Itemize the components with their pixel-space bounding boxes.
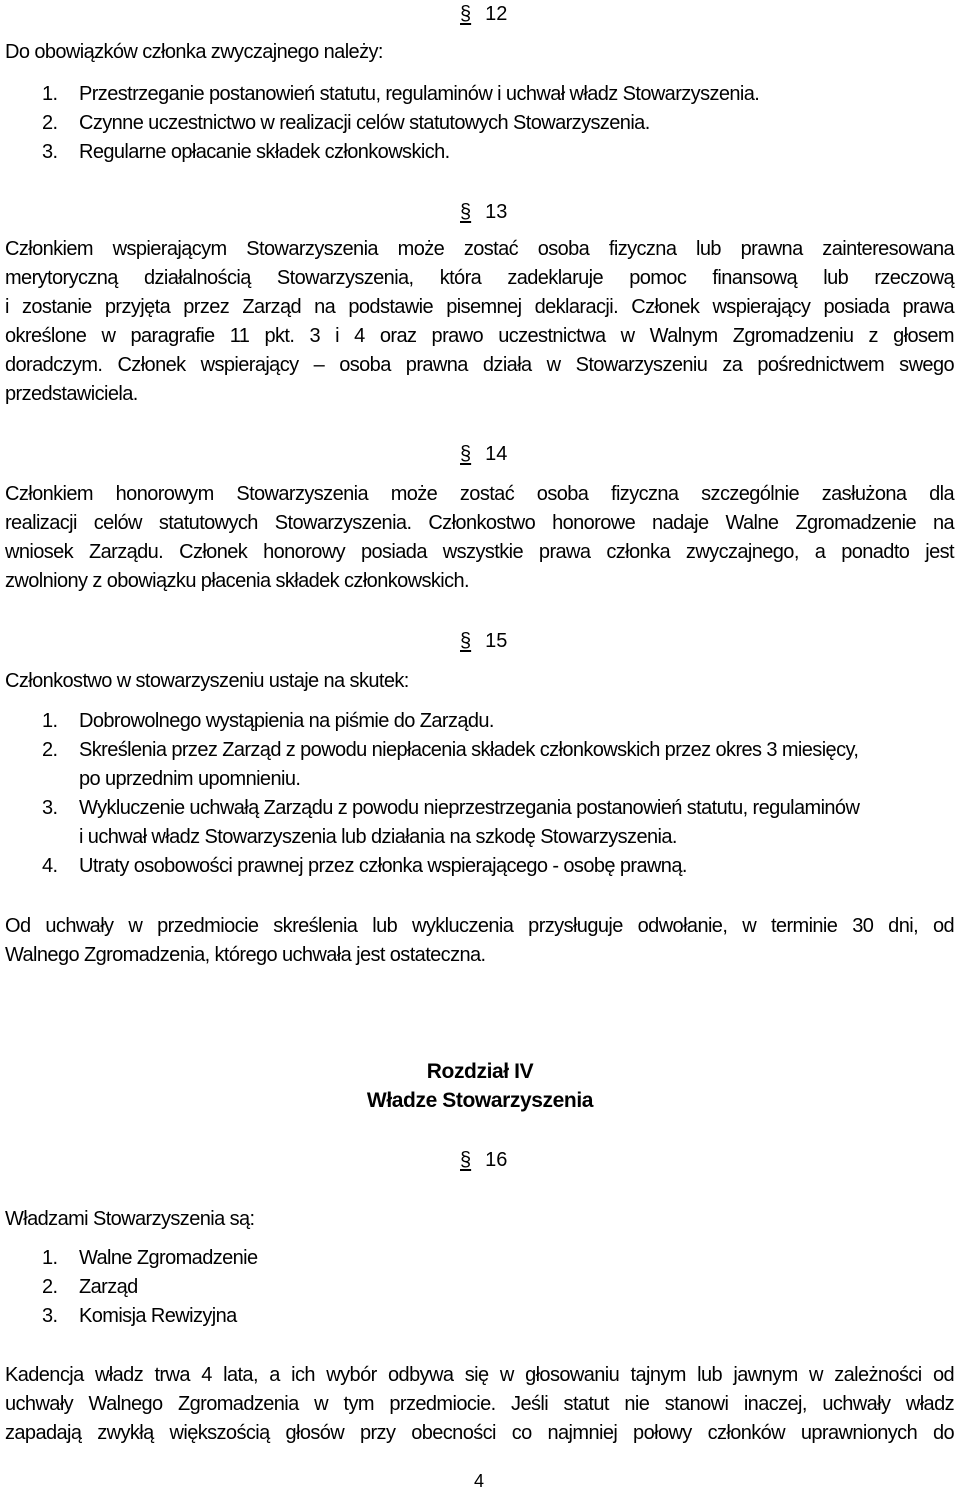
list-item-number: 4. [42,855,58,877]
paragraph-line: i zostanie przyjęta przez Zarząd na podstawie pisemnej deklaracji. Członek wspierający posiada prawa [5,296,954,318]
list-item-number: 3. [42,797,58,819]
section-12-intro: Do obowiązków członka zwyczajnego należy: [5,41,383,63]
chapter-subtitle: Władze Stowarzyszenia [366,1089,594,1112]
section-13-heading [460,198,507,227]
list-item [42,794,859,823]
list-item-number: 1. [42,1247,58,1269]
list-item-text: Skreślenia przez Zarząd z powodu niepłacenia składek członkowskich przez okres 3 miesięcy, [79,739,859,761]
list-item-number: 1. [42,83,58,105]
section-number: 14 [485,443,508,465]
section-14-heading [460,440,507,469]
list-item-number: 3. [42,141,58,163]
section-15-intro: Członkostwo w stowarzyszeniu ustaje na skutek: [5,670,409,692]
paragraph-line: zwolniony z obowiązku płacenia składek członkowskich. [5,570,470,592]
list-item-number: 2. [42,739,58,761]
paragraph-line: merytoryczną działalnością Stowarzyszenia, która zadeklaruje pomoc finansową lub rzeczową [5,267,954,289]
list-item-continuation: i uchwał władz Stowarzyszenia lub działania na szkodę Stowarzyszenia. [79,826,677,848]
list-item [42,109,650,138]
section-symbol: § [460,1149,472,1171]
section-12-heading [460,0,507,29]
list-item [42,138,450,167]
list-item-text: Dobrowolnego wystąpienia na piśmie do Zarządu. [79,710,494,732]
list-item [42,736,954,765]
list-item-number: 2. [42,1276,58,1298]
list-item-text: Wykluczenie uchwałą Zarządu z powodu nieprzestrzegania postanowień statutu, regulaminów [79,797,860,819]
list-item-text: Komisja Rewizyjna [79,1305,237,1327]
paragraph-line: Od uchwały w przedmiocie skreślenia lub wykluczenia przysługuje odwołanie, w terminie 30 dni, od [5,915,954,937]
page-number: 4 [474,1471,485,1491]
paragraph-line: Członkiem honorowym Stowarzyszenia może zostać osoba fizyczna szczególnie zasłużona dla [5,483,954,505]
list-item-text: Zarząd [79,1276,138,1298]
section-symbol: § [460,443,472,465]
list-item [42,1302,237,1331]
section-16-heading [460,1146,507,1175]
list-item-text: Czynne uczestnictwo w realizacji celów statutowych Stowarzyszenia. [79,112,650,134]
section-15-heading [460,627,507,656]
section-16-intro: Władzami Stowarzyszenia są: [5,1208,255,1230]
paragraph-line: realizacji celów statutowych Stowarzyszenia. Członkostwo honorowe nadaje Walne Zgromadzenie na [5,512,954,534]
paragraph-line: uchwały Walnego Zgromadzenia w tym przedmiocie. Jeśli statut nie stanowi inaczej, uchwały władz [5,1393,954,1415]
list-item-text: Utraty osobowości prawnej przez członka wspierającego - osobę prawną. [79,855,687,877]
list-item [42,852,687,881]
paragraph-line: wniosek Zarządu. Członek honorowy posiada wszystkie prawa członka zwyczajnego, a ponadto jest [5,541,954,563]
paragraph-line: zapadają zwykłą większością głosów przy obecności co najmniej połowy członków uprawnionych do [5,1422,954,1444]
list-item [42,1273,138,1302]
list-item-text: Przestrzeganie postanowień statutu, regulaminów i uchwał władz Stowarzyszenia. [79,83,760,105]
list-item [42,707,494,736]
list-item-number: 1. [42,710,58,732]
section-number: 15 [485,630,508,652]
section-symbol: § [460,630,472,652]
paragraph-line: doradczym. Członek wspierający – osoba prawna działa w Stowarzyszeniu za pośrednictwem swego [5,354,954,376]
list-item-text: Regularne opłacanie składek członkowskich. [79,141,450,163]
section-number: 12 [485,3,508,25]
list-item [42,1244,258,1273]
list-item-number: 2. [42,112,58,134]
paragraph-line: określone w paragrafie 11 pkt. 3 i 4 oraz prawo uczestnictwa w Walnym Zgromadzeniu z głosem [5,325,954,347]
chapter-title: Rozdział IV [426,1060,534,1083]
section-number: 16 [485,1149,508,1171]
section-symbol: § [460,201,472,223]
list-item [42,80,759,109]
list-item-continuation: po uprzednim upomnieniu. [79,768,301,790]
paragraph-line: przedstawiciela. [5,383,138,405]
list-item-text: Walne Zgromadzenie [79,1247,258,1269]
paragraph-line: Kadencja władz trwa 4 lata, a ich wybór odbywa się w głosowaniu tajnym lub jawnym w zależności od [5,1364,954,1386]
list-item-number: 3. [42,1305,58,1327]
paragraph-line: Walnego Zgromadzenia, którego uchwała jest ostateczna. [5,944,486,966]
section-number: 13 [485,201,508,223]
section-symbol: § [460,3,472,25]
paragraph-line: Członkiem wspierającym Stowarzyszenia może zostać osoba fizyczna lub prawna zainteresowana [5,238,954,260]
